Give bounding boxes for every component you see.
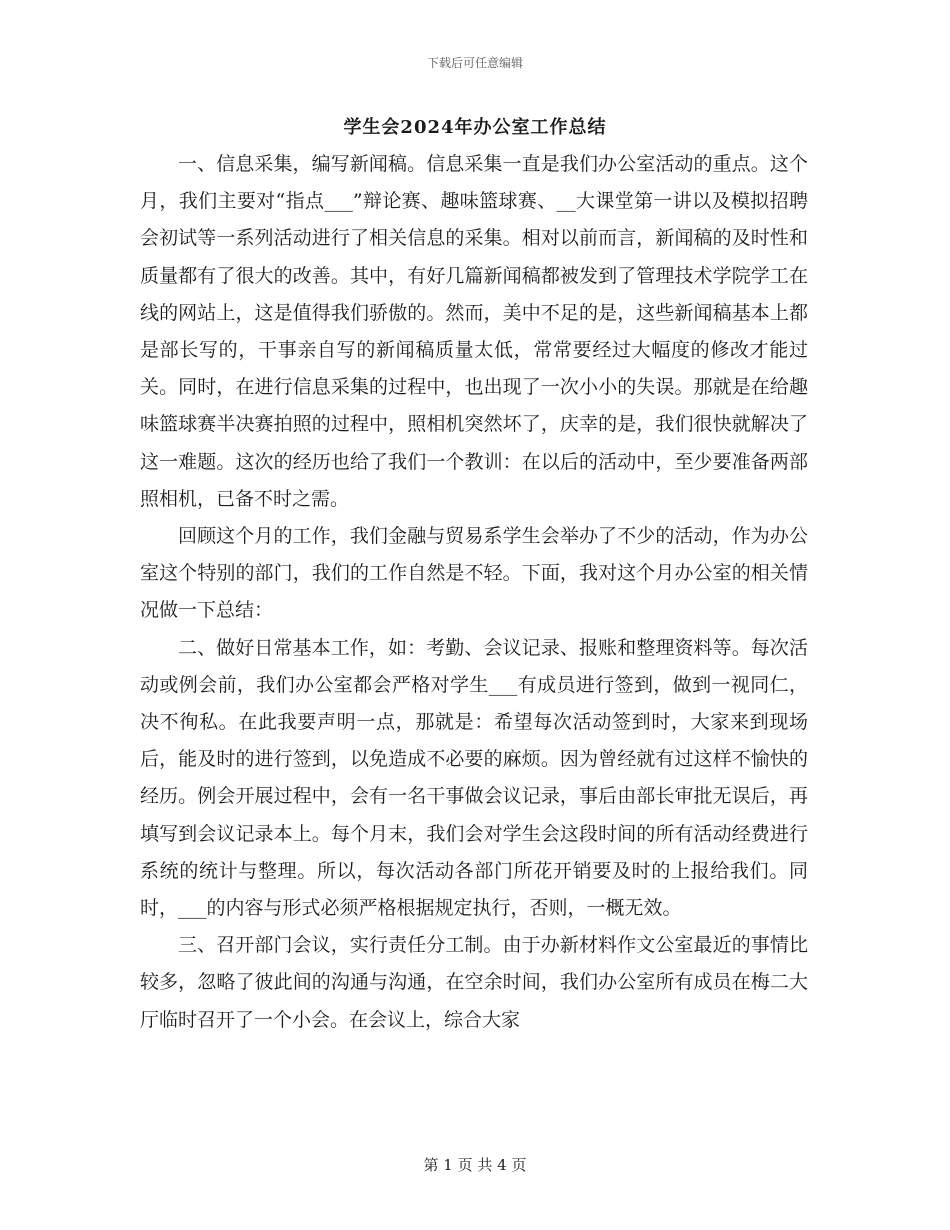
paragraph-information-collection: 一、信息采集，编写新闻稿。信息采集一直是我们办公室活动的重点。这个月，我们主要对“指点___”辩论赛、趣味篮球赛、__大课堂第一讲以及模拟招聘会初试等一系列活动进行了相关信息的采集。相对以前而言，新闻稿的及时性和质量都有了很大的改善。其中，有好几篇新闻稿都被发到了管理技术学院学工在线的网站上，这是值得我们骄傲的。然而，美中不足的是，这些新闻稿基本上都是部长写的，干事亲自写的新闻稿质量太低，常常要经过大幅度的修改才能过关。同时，在进行信息采集的过程中，也出现了一次小小的失误。那就是在给趣味篮球赛半决赛拍照的过程中，照相机突然坏了，庆幸的是，我们很快就解决了这一难题。这次的经历也给了我们一个教训：在以后的活动中，至少要准备两部照相机，已备不时之需。 xyxy=(140,153,808,510)
page-number-footer: 第 1 页 共 4 页 xyxy=(423,1156,527,1174)
paragraph-monthly-review: 回顾这个月的工作，我们金融与贸易系学生会举办了不少的活动，作为办公室这个特别的部门，我们的工作自然是不轻。下面，我对这个月办公室的相关情况做一下总结： xyxy=(140,525,808,622)
page-header-note: 下载后可任意编辑 xyxy=(426,56,523,70)
paragraph-daily-work: 二、做好日常基本工作，如：考勤、会议记录、报账和整理资料等。每次活动或例会前，我们办公室都会严格对学生___有成员进行签到，做到一视同仁，决不徇私。在此我要声明一点，那就是：希望每次活动签到时，大家来到现场后，能及时的进行签到，以免造成不必要的麻烦。因为曾经就有过这样不愉快的经历。例会开展过程中，会有一名干事做会议记录，事后由部长审批无误后，再填写到会议记录本上。每个月末，我们会对学生会这段时间的所有活动经费进行系统的统计与整理。所以，每次活动各部门所花开销要及时的上报给我们。同时，___的内容与形式必须严格根据规定执行，否则，一概无效。 xyxy=(140,636,808,920)
document-body xyxy=(140,146,808,1039)
document-title: 学生会2024年办公室工作总结 xyxy=(343,117,607,138)
paragraph-department-meeting: 三、召开部门会议，实行责任分工制。由于办新材料作文公室最近的事情比较多，忽略了彼此间的沟通与沟通，在空余时间，我们办公室所有成员在梅二大厅临时召开了一个小会。在会议上，综合大家 xyxy=(140,934,808,1031)
